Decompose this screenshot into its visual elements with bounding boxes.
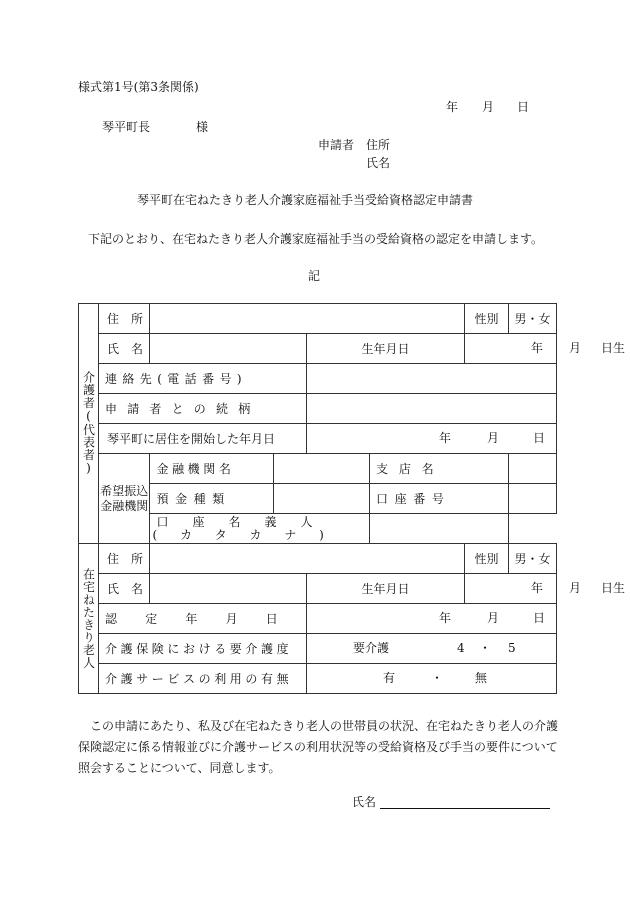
elderly-birth-month: 月 xyxy=(569,581,582,595)
elderly-gender-options[interactable]: 男・女 xyxy=(509,544,557,574)
branch-label: 支店名 xyxy=(370,454,509,484)
form-number: 様式第1号(第3条関係) xyxy=(78,80,199,94)
care-level-prefix: 要介護 xyxy=(353,641,390,655)
consent-line-3: 照会することについて、同意します。 xyxy=(78,761,281,775)
caregiver-birthdate-label: 生年月日 xyxy=(307,334,465,364)
caregiver-birth-day: 日生 xyxy=(601,341,626,355)
date-month-label: 月 xyxy=(482,100,495,114)
cert-date-field[interactable] xyxy=(307,604,557,634)
applicant-name-label: 氏名 xyxy=(366,156,391,170)
service-yes[interactable]: 有 xyxy=(383,671,396,685)
service-no[interactable]: 無 xyxy=(475,671,488,685)
cert-year: 年 xyxy=(439,611,452,625)
elderly-birth-day: 日生 xyxy=(601,581,626,595)
applicant-label: 申請者 xyxy=(318,138,355,152)
caregiver-contact-label: 連絡先(電話番号) xyxy=(99,364,307,394)
care-level-5: 5 xyxy=(508,641,516,655)
caregiver-contact-field[interactable] xyxy=(307,364,557,394)
bank-name-row xyxy=(79,454,557,484)
branch-field[interactable] xyxy=(509,454,557,484)
residence-year: 年 xyxy=(439,431,452,445)
service-row xyxy=(79,664,557,694)
signature-line[interactable] xyxy=(380,808,550,809)
date-year-label: 年 xyxy=(446,100,459,114)
account-holder-label-cell xyxy=(150,514,370,544)
account-number-label: 口座番号 xyxy=(370,484,509,514)
cert-month: 月 xyxy=(487,611,500,625)
consent-line-2: 保険認定に係る情報並びに介護サービスの利用状況等の受給資格及び手当の要件について xyxy=(78,740,558,754)
cert-date-row xyxy=(79,604,557,634)
applicant-address-label: 住所 xyxy=(366,138,391,152)
care-level-row xyxy=(79,634,557,664)
elderly-section-label: 在宅ねたきり老人 xyxy=(79,544,99,694)
bank-label-line1: 希望振込 xyxy=(100,483,149,498)
caregiver-name-field[interactable] xyxy=(150,334,307,364)
care-level-label: 介護保険における要介護度 xyxy=(99,634,307,664)
deposit-type-label: 預金種類 xyxy=(150,484,274,514)
residence-month: 月 xyxy=(487,431,500,445)
caregiver-gender-label: 性別 xyxy=(465,304,509,334)
deposit-type-field[interactable] xyxy=(274,484,370,514)
addressee: 琴平町長 xyxy=(102,120,151,134)
caregiver-birthdate-field[interactable] xyxy=(465,334,626,364)
honorific: 様 xyxy=(196,120,209,134)
caregiver-relation-label: 申請者との続柄 xyxy=(99,394,307,424)
care-level-dot: ・ xyxy=(479,641,492,655)
caregiver-address-label: 住 所 xyxy=(99,304,150,334)
bank-label-line2: 金融機関 xyxy=(100,498,149,513)
cert-day: 日 xyxy=(533,611,546,625)
care-level-field[interactable] xyxy=(307,634,557,664)
caregiver-residence-row xyxy=(79,424,557,454)
caregiver-gender-options[interactable]: 男・女 xyxy=(509,304,557,334)
account-number-field[interactable] xyxy=(509,484,557,514)
care-level-4: 4 xyxy=(457,641,465,655)
document-title: 琴平町在宅ねたきり老人介護家庭福祉手当受給資格認定申請書 xyxy=(137,193,474,207)
caregiver-section-label: 介護者(代表者) xyxy=(79,304,99,544)
caregiver-address-row xyxy=(79,304,557,334)
elderly-name-field[interactable] xyxy=(150,574,307,604)
account-holder-field[interactable] xyxy=(370,514,509,544)
intro-text: 下記のとおり、在宅ねたきり老人介護家庭福祉手当の受給資格の認定を申請します。 xyxy=(88,232,544,246)
caregiver-residence-label: 琴平町に居住を開始した年月日 xyxy=(99,424,307,454)
application-form-table xyxy=(78,303,626,694)
caregiver-name-row xyxy=(79,334,557,364)
bank-name-field[interactable] xyxy=(274,454,370,484)
account-holder-katakana: (カタカナ) xyxy=(152,527,347,542)
caregiver-contact-row xyxy=(79,364,557,394)
account-holder-label: 口座名義人 xyxy=(156,514,337,529)
elderly-name-row xyxy=(79,574,557,604)
caregiver-birth-month: 月 xyxy=(569,341,582,355)
caregiver-address-field[interactable] xyxy=(150,304,465,334)
elderly-birthdate-label: 生年月日 xyxy=(307,574,465,604)
date-day-label: 日 xyxy=(517,100,530,114)
consent-line-1: この申請にあたり、私及び在宅ねたきり老人の世帯員の状況、在宅ねたきり老人の介護 xyxy=(90,719,559,733)
bank-section-label xyxy=(99,454,150,544)
caregiver-birth-year: 年 xyxy=(531,341,544,355)
caregiver-residence-field[interactable] xyxy=(307,424,557,454)
cert-date-label: 認定年月日 xyxy=(99,604,307,634)
elderly-birthdate-field[interactable] xyxy=(465,574,626,604)
signature-label: 氏名 xyxy=(352,795,377,809)
bank-name-label: 金融機関名 xyxy=(150,454,274,484)
caregiver-relation-row xyxy=(79,394,557,424)
service-dot: ・ xyxy=(431,671,444,685)
caregiver-relation-field[interactable] xyxy=(307,394,557,424)
caregiver-name-label: 氏 名 xyxy=(99,334,150,364)
elderly-address-row xyxy=(79,544,557,574)
service-label: 介護サービスの利用の有無 xyxy=(99,664,307,694)
deposit-row xyxy=(79,484,557,514)
service-field[interactable] xyxy=(307,664,557,694)
residence-day: 日 xyxy=(533,431,546,445)
elderly-gender-label: 性別 xyxy=(465,544,509,574)
account-holder-row xyxy=(79,514,557,544)
elderly-birth-year: 年 xyxy=(531,581,544,595)
ki-label: 記 xyxy=(308,269,321,283)
elderly-address-field[interactable] xyxy=(150,544,465,574)
elderly-name-label: 氏 名 xyxy=(99,574,150,604)
elderly-address-label: 住 所 xyxy=(99,544,150,574)
